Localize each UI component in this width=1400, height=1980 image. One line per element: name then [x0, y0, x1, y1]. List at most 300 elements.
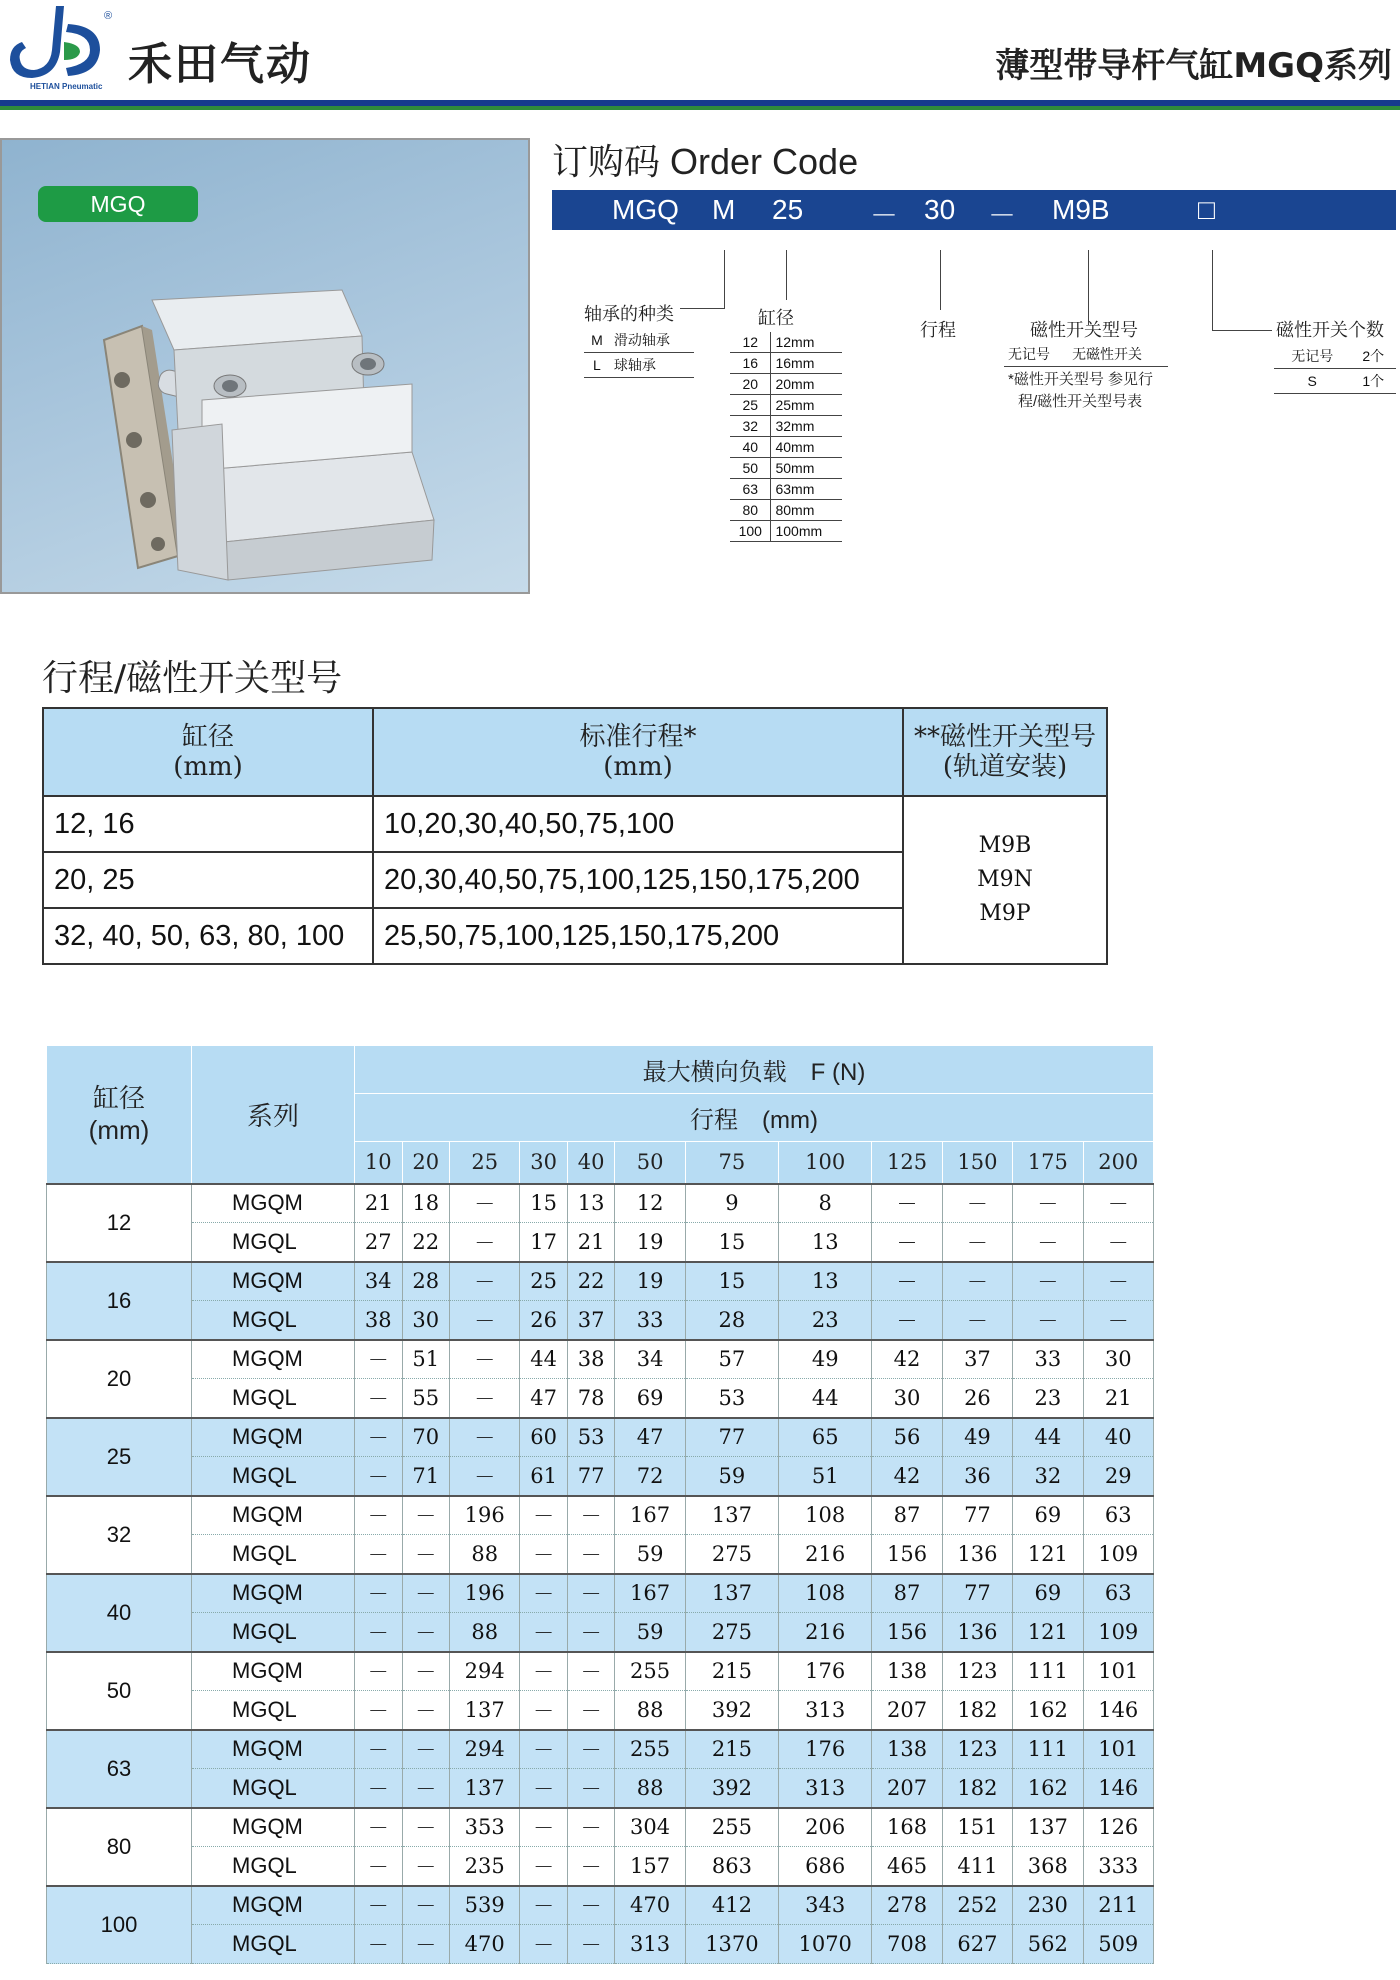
load-value-cell: －	[1083, 1223, 1153, 1262]
load-value-cell: －	[450, 1262, 520, 1301]
bore-option-code: 32	[730, 416, 771, 437]
load-value-cell: －	[355, 1730, 403, 1769]
switch-model-table	[1004, 342, 1168, 367]
load-value-cell: －	[402, 1535, 450, 1574]
load-row	[47, 1340, 1154, 1379]
bore-option-code: 20	[730, 374, 771, 395]
load-value-cell: －	[450, 1223, 520, 1262]
load-bore-cell: 50	[47, 1652, 192, 1730]
load-value-cell: 21	[1083, 1379, 1153, 1418]
load-row	[47, 1808, 1154, 1847]
load-value-cell: 33	[1013, 1340, 1083, 1379]
load-value-cell: 37	[567, 1301, 615, 1340]
col-header-bore: 缸径 (mm)	[43, 708, 373, 796]
load-value-cell: 101	[1083, 1652, 1153, 1691]
load-value-cell: 101	[1083, 1730, 1153, 1769]
switch-model-label: 磁性开关型号	[1030, 320, 1138, 341]
switch-model-note-2: 程/磁性开关型号表	[1018, 393, 1143, 410]
load-series-cell: MGQL	[192, 1223, 355, 1262]
bore-option-size: 16mm	[771, 353, 842, 374]
load-value-cell: 34	[615, 1340, 685, 1379]
load-value-cell: 138	[872, 1652, 942, 1691]
load-value-cell: 69	[1013, 1496, 1083, 1535]
load-value-cell: 627	[942, 1925, 1012, 1964]
load-value-cell: 207	[872, 1691, 942, 1730]
load-value-cell: 313	[615, 1925, 685, 1964]
bearing-code: L	[584, 353, 610, 378]
bore-option-size: 12mm	[771, 332, 842, 353]
stroke-column-header: 175	[1013, 1142, 1083, 1184]
load-value-cell: －	[402, 1496, 450, 1535]
load-value-cell: －	[567, 1808, 615, 1847]
load-row	[47, 1535, 1154, 1574]
load-value-cell: －	[567, 1496, 615, 1535]
load-value-cell: 470	[450, 1925, 520, 1964]
load-series-cell: MGQL	[192, 1301, 355, 1340]
load-row	[47, 1418, 1154, 1457]
load-value-cell: －	[355, 1340, 403, 1379]
load-value-cell: －	[520, 1808, 568, 1847]
load-value-cell: －	[450, 1457, 520, 1496]
load-value-cell: －	[942, 1223, 1012, 1262]
bore-option-code: 25	[730, 395, 771, 416]
load-bore-cell: 25	[47, 1418, 192, 1496]
load-bore-cell: 40	[47, 1574, 192, 1652]
load-value-cell: 411	[942, 1847, 1012, 1886]
load-value-cell: －	[520, 1535, 568, 1574]
stroke-column-header: 40	[567, 1142, 615, 1184]
load-series-cell: MGQL	[192, 1457, 355, 1496]
load-series-cell: MGQM	[192, 1496, 355, 1535]
load-value-cell: －	[450, 1418, 520, 1457]
load-value-cell: －	[520, 1769, 568, 1808]
load-value-cell: －	[872, 1262, 942, 1301]
load-value-cell: 59	[615, 1613, 685, 1652]
load-value-cell: 19	[615, 1262, 685, 1301]
load-value-cell: 18	[402, 1184, 450, 1223]
load-value-cell: －	[402, 1691, 450, 1730]
load-value-cell: －	[402, 1808, 450, 1847]
load-value-cell: －	[355, 1379, 403, 1418]
load-value-cell: 59	[685, 1457, 778, 1496]
load-value-cell: 88	[615, 1691, 685, 1730]
load-value-cell: 12	[615, 1184, 685, 1223]
load-value-cell: 13	[567, 1184, 615, 1223]
stroke-column-header: 75	[685, 1142, 778, 1184]
load-value-cell: 137	[685, 1496, 778, 1535]
load-value-cell: －	[567, 1652, 615, 1691]
switch-qty-label: 磁性开关个数	[1276, 320, 1384, 341]
load-value-cell: 15	[685, 1262, 778, 1301]
brand-english-name: HETIAN Pneumatic	[30, 82, 103, 91]
bearing-label: 轴承的种类	[584, 304, 674, 325]
load-bore-cell: 63	[47, 1730, 192, 1808]
load-series-cell: MGQL	[192, 1535, 355, 1574]
load-value-cell: 13	[779, 1262, 872, 1301]
bearing-table	[584, 328, 694, 378]
load-series-cell: MGQL	[192, 1925, 355, 1964]
load-value-cell: 44	[779, 1379, 872, 1418]
load-bore-cell: 20	[47, 1340, 192, 1418]
load-value-cell: 34	[355, 1262, 403, 1301]
load-value-cell: 49	[779, 1340, 872, 1379]
load-value-cell: 156	[872, 1613, 942, 1652]
stroke-column-header: 10	[355, 1142, 403, 1184]
bore-option-size: 50mm	[771, 458, 842, 479]
stroke-row-strokes: 20,30,40,50,75,100,125,150,175,200	[373, 852, 903, 908]
load-value-cell: 30	[872, 1379, 942, 1418]
load-value-cell: 392	[685, 1769, 778, 1808]
load-header-series: 系列	[192, 1046, 355, 1184]
load-value-cell: 22	[567, 1262, 615, 1301]
load-value-cell: －	[355, 1574, 403, 1613]
code-dash-2: －	[988, 200, 1017, 231]
load-value-cell: －	[942, 1184, 1012, 1223]
order-code-title: 订购码 Order Code	[552, 141, 859, 182]
switch-model-desc: 无磁性开关	[1068, 342, 1168, 367]
load-value-cell: －	[942, 1262, 1012, 1301]
stroke-column-header: 50	[615, 1142, 685, 1184]
load-value-cell: 61	[520, 1457, 568, 1496]
load-row	[47, 1223, 1154, 1262]
load-value-cell: －	[567, 1574, 615, 1613]
code-bore: 25	[772, 194, 804, 225]
load-value-cell: －	[355, 1535, 403, 1574]
lateral-load-table	[46, 1045, 1154, 1964]
col-header-stroke: 标准行程* (mm)	[373, 708, 903, 796]
load-value-cell: 313	[779, 1769, 872, 1808]
load-value-cell: 77	[942, 1574, 1012, 1613]
load-value-cell: －	[567, 1730, 615, 1769]
load-value-cell: －	[355, 1418, 403, 1457]
load-value-cell: 8	[779, 1184, 872, 1223]
load-value-cell: 255	[685, 1808, 778, 1847]
load-value-cell: －	[355, 1847, 403, 1886]
load-value-cell: －	[402, 1886, 450, 1925]
load-value-cell: 47	[520, 1379, 568, 1418]
bore-option-code: 50	[730, 458, 771, 479]
load-value-cell: 686	[779, 1847, 872, 1886]
load-value-cell: 252	[942, 1886, 1012, 1925]
stroke-column-header: 20	[402, 1142, 450, 1184]
load-value-cell: －	[520, 1847, 568, 1886]
connector-qty	[1212, 250, 1213, 330]
load-value-cell: 136	[942, 1535, 1012, 1574]
bore-option-code: 16	[730, 353, 771, 374]
stroke-column-header: 125	[872, 1142, 942, 1184]
load-value-cell: －	[450, 1301, 520, 1340]
load-row	[47, 1496, 1154, 1535]
bore-option-row	[730, 479, 842, 500]
load-value-cell: 28	[402, 1262, 450, 1301]
bore-option-row	[730, 521, 842, 542]
switch-models: M9B M9N M9P	[903, 796, 1107, 964]
stroke-row-strokes: 10,20,30,40,50,75,100	[373, 796, 903, 852]
load-value-cell: 17	[520, 1223, 568, 1262]
code-switch-qty: □	[1198, 194, 1215, 225]
load-series-cell: MGQM	[192, 1886, 355, 1925]
load-value-cell: 77	[942, 1496, 1012, 1535]
load-value-cell: 162	[1013, 1691, 1083, 1730]
load-value-cell: 109	[1083, 1613, 1153, 1652]
bore-option-row	[730, 332, 842, 353]
bore-option-code: 100	[730, 521, 771, 542]
load-value-cell: 275	[685, 1535, 778, 1574]
load-row	[47, 1379, 1154, 1418]
load-value-cell: 182	[942, 1691, 1012, 1730]
load-value-cell: 53	[567, 1418, 615, 1457]
bore-option-size: 25mm	[771, 395, 842, 416]
load-value-cell: 77	[685, 1418, 778, 1457]
load-value-cell: 36	[942, 1457, 1012, 1496]
load-value-cell: －	[872, 1301, 942, 1340]
load-value-cell: 69	[615, 1379, 685, 1418]
load-value-cell: 509	[1083, 1925, 1153, 1964]
load-row	[47, 1301, 1154, 1340]
load-series-cell: MGQL	[192, 1613, 355, 1652]
load-value-cell: 162	[1013, 1769, 1083, 1808]
load-value-cell: 539	[450, 1886, 520, 1925]
load-series-cell: MGQM	[192, 1262, 355, 1301]
load-value-cell: 126	[1083, 1808, 1153, 1847]
load-value-cell: 72	[615, 1457, 685, 1496]
load-value-cell: 9	[685, 1184, 778, 1223]
load-value-cell: 313	[779, 1691, 872, 1730]
stroke-row-bore: 32, 40, 50, 63, 80, 100	[43, 908, 373, 964]
switch-qty-count: 2个	[1350, 344, 1396, 369]
load-value-cell: －	[355, 1925, 403, 1964]
load-value-cell: 53	[685, 1379, 778, 1418]
bore-option-size: 20mm	[771, 374, 842, 395]
load-value-cell: 278	[872, 1886, 942, 1925]
load-value-cell: －	[402, 1925, 450, 1964]
load-value-cell: 87	[872, 1574, 942, 1613]
switch-model-note-1: *磁性开关型号 参见行	[1008, 371, 1154, 388]
load-value-cell: 156	[872, 1535, 942, 1574]
switch-qty-count: 1个	[1350, 369, 1396, 394]
load-value-cell: 207	[872, 1769, 942, 1808]
load-series-cell: MGQL	[192, 1847, 355, 1886]
connector-bearing	[724, 250, 725, 308]
load-value-cell: 211	[1083, 1886, 1153, 1925]
load-bore-cell: 32	[47, 1496, 192, 1574]
load-bore-cell: 12	[47, 1184, 192, 1262]
load-value-cell: －	[1013, 1301, 1083, 1340]
load-row	[47, 1184, 1154, 1223]
load-value-cell: －	[355, 1496, 403, 1535]
stroke-label: 行程	[920, 320, 956, 341]
load-value-cell: 25	[520, 1262, 568, 1301]
load-value-cell: 151	[942, 1808, 1012, 1847]
load-value-cell: 21	[355, 1184, 403, 1223]
load-row	[47, 1691, 1154, 1730]
load-value-cell: 255	[615, 1730, 685, 1769]
load-series-cell: MGQM	[192, 1184, 355, 1223]
load-value-cell: 111	[1013, 1652, 1083, 1691]
load-value-cell: －	[1083, 1184, 1153, 1223]
load-value-cell: 40	[1083, 1418, 1153, 1457]
load-value-cell: －	[355, 1769, 403, 1808]
load-value-cell: 863	[685, 1847, 778, 1886]
product-badge: MGQ	[38, 186, 198, 222]
load-series-cell: MGQM	[192, 1730, 355, 1769]
load-value-cell: －	[942, 1301, 1012, 1340]
code-stroke: 30	[924, 194, 956, 225]
connector-stroke	[940, 250, 941, 310]
stroke-row-strokes: 25,50,75,100,125,150,175,200	[373, 908, 903, 964]
load-value-cell: 55	[402, 1379, 450, 1418]
bore-label: 缸径	[758, 308, 794, 329]
load-value-cell: 255	[615, 1652, 685, 1691]
load-value-cell: 123	[942, 1730, 1012, 1769]
load-value-cell: 44	[520, 1340, 568, 1379]
load-row	[47, 1847, 1154, 1886]
load-value-cell: 465	[872, 1847, 942, 1886]
load-value-cell: －	[520, 1730, 568, 1769]
bore-option-code: 40	[730, 437, 771, 458]
load-value-cell: 29	[1083, 1457, 1153, 1496]
load-series-cell: MGQL	[192, 1691, 355, 1730]
load-value-cell: 215	[685, 1652, 778, 1691]
load-header-max-load: 最大横向负载 F (N)	[355, 1046, 1154, 1094]
load-bore-cell: 16	[47, 1262, 192, 1340]
bore-table	[730, 332, 842, 542]
load-value-cell: 19	[615, 1223, 685, 1262]
load-value-cell: 15	[520, 1184, 568, 1223]
switch-model-code: 无记号	[1004, 342, 1068, 367]
load-value-cell: 275	[685, 1613, 778, 1652]
load-value-cell: 353	[450, 1808, 520, 1847]
load-header-bore: 缸径 (mm)	[47, 1046, 192, 1184]
load-value-cell: 63	[1083, 1574, 1153, 1613]
load-value-cell: 157	[615, 1847, 685, 1886]
load-value-cell: 15	[685, 1223, 778, 1262]
load-value-cell: －	[355, 1691, 403, 1730]
load-value-cell: 138	[872, 1730, 942, 1769]
load-value-cell: 71	[402, 1457, 450, 1496]
load-value-cell: －	[520, 1652, 568, 1691]
load-value-cell: 78	[567, 1379, 615, 1418]
bore-option-row	[730, 353, 842, 374]
load-value-cell: 37	[942, 1340, 1012, 1379]
stroke-row-bore: 12, 16	[43, 796, 373, 852]
load-value-cell: 65	[779, 1418, 872, 1457]
load-row	[47, 1574, 1154, 1613]
load-value-cell: 22	[402, 1223, 450, 1262]
bore-option-row	[730, 500, 842, 521]
load-value-cell: －	[402, 1652, 450, 1691]
load-value-cell: 59	[615, 1535, 685, 1574]
load-value-cell: －	[402, 1730, 450, 1769]
load-value-cell: －	[567, 1847, 615, 1886]
load-bore-cell: 100	[47, 1886, 192, 1964]
load-value-cell: －	[450, 1379, 520, 1418]
load-value-cell: 108	[779, 1574, 872, 1613]
load-value-cell: 182	[942, 1769, 1012, 1808]
code-switch: M9B	[1052, 194, 1110, 225]
load-series-cell: MGQM	[192, 1574, 355, 1613]
bore-option-row	[730, 416, 842, 437]
load-value-cell: －	[567, 1613, 615, 1652]
load-value-cell: 230	[1013, 1886, 1083, 1925]
load-row	[47, 1262, 1154, 1301]
col-header-switch: **磁性开关型号 (轨道安装)	[903, 708, 1107, 796]
load-value-cell: 38	[355, 1301, 403, 1340]
bore-option-code: 12	[730, 332, 771, 353]
load-value-cell: 27	[355, 1223, 403, 1262]
load-value-cell: 137	[450, 1691, 520, 1730]
hetian-logo	[4, 2, 112, 90]
load-value-cell: 304	[615, 1808, 685, 1847]
bearing-code: M	[584, 328, 610, 353]
load-value-cell: －	[567, 1886, 615, 1925]
load-value-cell: －	[520, 1496, 568, 1535]
connector-bearing-h	[680, 308, 725, 309]
load-value-cell: －	[355, 1613, 403, 1652]
switch-qty-code: S	[1274, 369, 1350, 394]
load-row	[47, 1730, 1154, 1769]
load-value-cell: 28	[685, 1301, 778, 1340]
bearing-desc: 滑动轴承	[610, 328, 694, 353]
load-value-cell: －	[567, 1535, 615, 1574]
switch-qty-table	[1274, 344, 1396, 394]
load-value-cell: 168	[872, 1808, 942, 1847]
load-value-cell: 137	[450, 1769, 520, 1808]
load-value-cell: 33	[615, 1301, 685, 1340]
load-value-cell: －	[355, 1652, 403, 1691]
load-value-cell: 30	[402, 1301, 450, 1340]
load-value-cell: 13	[779, 1223, 872, 1262]
load-value-cell: 111	[1013, 1730, 1083, 1769]
load-value-cell: 392	[685, 1691, 778, 1730]
load-value-cell: －	[402, 1847, 450, 1886]
load-value-cell: 196	[450, 1496, 520, 1535]
load-value-cell: －	[872, 1184, 942, 1223]
registered-mark: ®	[104, 10, 113, 22]
load-value-cell: －	[1083, 1262, 1153, 1301]
bearing-desc: 球轴承	[610, 353, 694, 378]
load-value-cell: 562	[1013, 1925, 1083, 1964]
load-series-cell: MGQM	[192, 1652, 355, 1691]
stroke-column-header: 100	[779, 1142, 872, 1184]
connector-qty-h	[1212, 330, 1272, 331]
stroke-column-header: 150	[942, 1142, 1012, 1184]
code-series: MGQ	[612, 194, 679, 225]
load-value-cell: 21	[567, 1223, 615, 1262]
stroke-column-header: 30	[520, 1142, 568, 1184]
order-code-bar	[552, 190, 1396, 230]
load-value-cell: 38	[567, 1340, 615, 1379]
load-value-cell: 42	[872, 1457, 942, 1496]
load-value-cell: 215	[685, 1730, 778, 1769]
load-value-cell: 87	[872, 1496, 942, 1535]
load-value-cell: 23	[779, 1301, 872, 1340]
load-value-cell: 136	[942, 1613, 1012, 1652]
load-value-cell: 137	[685, 1574, 778, 1613]
load-value-cell: 88	[615, 1769, 685, 1808]
bore-option-size: 80mm	[771, 500, 842, 521]
load-value-cell: 412	[685, 1886, 778, 1925]
load-row	[47, 1613, 1154, 1652]
load-row	[47, 1457, 1154, 1496]
load-value-cell: 235	[450, 1847, 520, 1886]
load-value-cell: －	[520, 1613, 568, 1652]
load-row	[47, 1886, 1154, 1925]
load-value-cell: 216	[779, 1613, 872, 1652]
load-value-cell: 167	[615, 1574, 685, 1613]
load-value-cell: 206	[779, 1808, 872, 1847]
load-value-cell: 56	[872, 1418, 942, 1457]
